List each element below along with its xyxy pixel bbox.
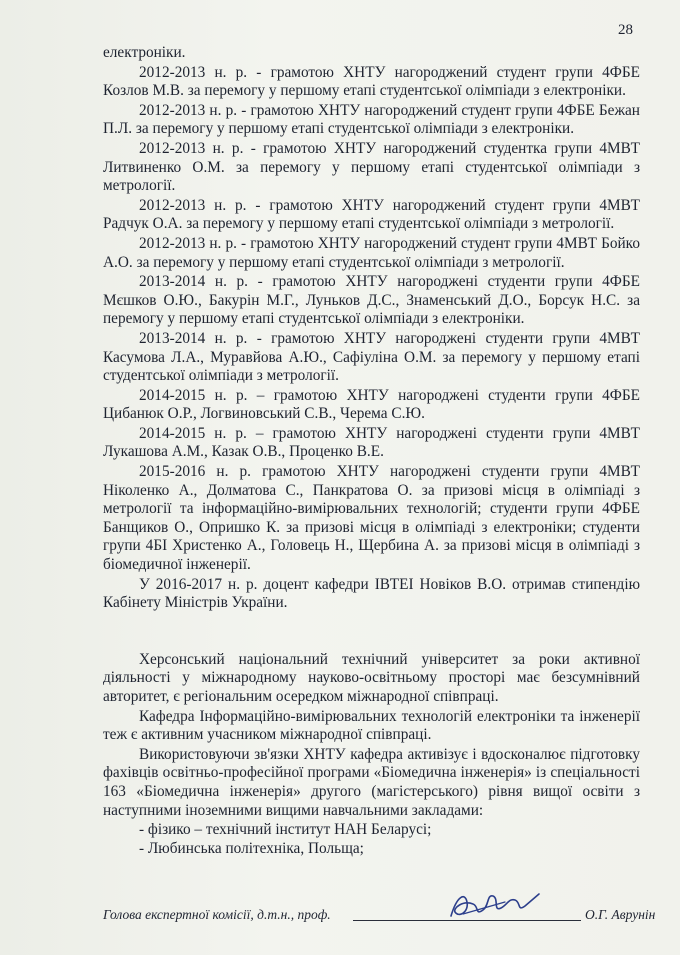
paragraph: 2012-2013 н. р. - грамотою ХНТУ нагороджений студент групи 4ФБЕ Козлов М.В. за перемогу у першому етапі студентської олімпіади з електроніки.: [103, 63, 640, 100]
document-body: [103, 44, 640, 858]
signatory-name: О.Г. Аврунін: [585, 907, 656, 922]
paragraph: 2014-2015 н. р. – грамотою ХНТУ нагороджені студенти групи 4МВТ Лукашова А.М., Казак О.В., Проценко В.Е.: [103, 424, 640, 461]
paragraph: Кафедра Інформаційно-вимірювальних технологій електроніки та інженерії теж є активним учасником міжнародної співпраці.: [103, 707, 640, 744]
paragraph: 2013-2014 н. р. - грамотою ХНТУ нагороджені студенти групи 4ФБЕ Мєшков О.Ю., Бакурін М.Г., Луньков Д.С., Знаменський Д.О., Борсук Н.С. за перемогу у першому етапі студентської олімпіади з електроніки.: [103, 273, 640, 328]
paragraph: 2014-2015 н. р. – грамотою ХНТУ нагороджені студенти групи 4ФБЕ Цибанюк О.Р., Логвиновський С.В., Черема С.Ю.: [103, 386, 640, 423]
paragraph: Використовуючи зв'язки ХНТУ кафедра активізує і вдосконалює підготовку фахівців освітньо-професійної програми «Біомедична інженерія» із спеціальності 163 «Біомедична інженерія» другого (магістерського) рівня вищої освіти з наступними іноземними вищими навчальними закладами:: [103, 745, 640, 819]
paragraph: 2013-2014 н. р. - грамотою ХНТУ нагороджені студенти групи 4МВТ Касумова Л.А., Муравйова А.Ю., Сафіуліна О.М. за перемогу у першому етапі студентської олімпіади з метрології.: [103, 329, 640, 385]
paragraph: 2012-2013 н. р. - грамотою ХНТУ нагороджений студентка групи 4МВТ Литвиненко О.М. за перемогу у першому етапі студентської олімпіади з метрології.: [103, 139, 640, 195]
signature-block: [103, 900, 663, 930]
signatory-title: Голова експертної комісії, д.т.н., проф.: [103, 907, 331, 922]
paragraph: Херсонський національний технічний університет за роки активної діяльності у міжнародному науково-освітньому просторі має безсумнівний авторитет, є регіональним осередком міжнародної співпраці.: [103, 650, 640, 705]
list-item: - фізико – технічний інститут НАН Беларусі;: [139, 821, 432, 839]
page-number: 28: [618, 22, 633, 38]
list-item: - Любинська політехніка, Польща;: [139, 839, 364, 857]
paragraph: 2012-2013 н. р. - грамотою ХНТУ нагороджений студент групи 4МВТ Бойко А.О. за перемогу у першому етапі студентської олімпіади з метрології.: [103, 234, 640, 271]
paragraph: 2012-2013 н. р. - грамотою ХНТУ нагороджений студент групи 4ФБЕ Бежан П.Л. за перемогу у першому етапі студентської олімпіади з електроніки.: [103, 101, 640, 138]
handwritten-signature: [443, 886, 543, 926]
paragraph: 2012-2013 н. р. - грамотою ХНТУ нагороджений студент групи 4МВТ Радчук О.А. за перемогу у першому етапі студентської олімпіади з метрології.: [103, 196, 640, 233]
paragraph: 2015-2016 н. р. грамотою ХНТУ нагороджені студенти групи 4МВТ Ніколенко А., Долматова С., Панкратова О. за призові місця в олімпіаді з метрології та інформаційно-вимірювальних технологій; студенти групи 4ФБЕ Банщиков О., Опришко К. за призові місця в олімпіаді з електроніки; студенти групи 4БІ Христенко А., Головець Н., Щербина А. за призові місця в олімпіаді з біомедичної інженерії.: [103, 463, 640, 574]
paragraph: У 2016-2017 н. р. доцент кафедри ІВТЕІ Новіков В.О. отримав стипендію Кабінету Міністрів України.: [103, 575, 640, 612]
paragraph: електроніки.: [103, 44, 186, 61]
